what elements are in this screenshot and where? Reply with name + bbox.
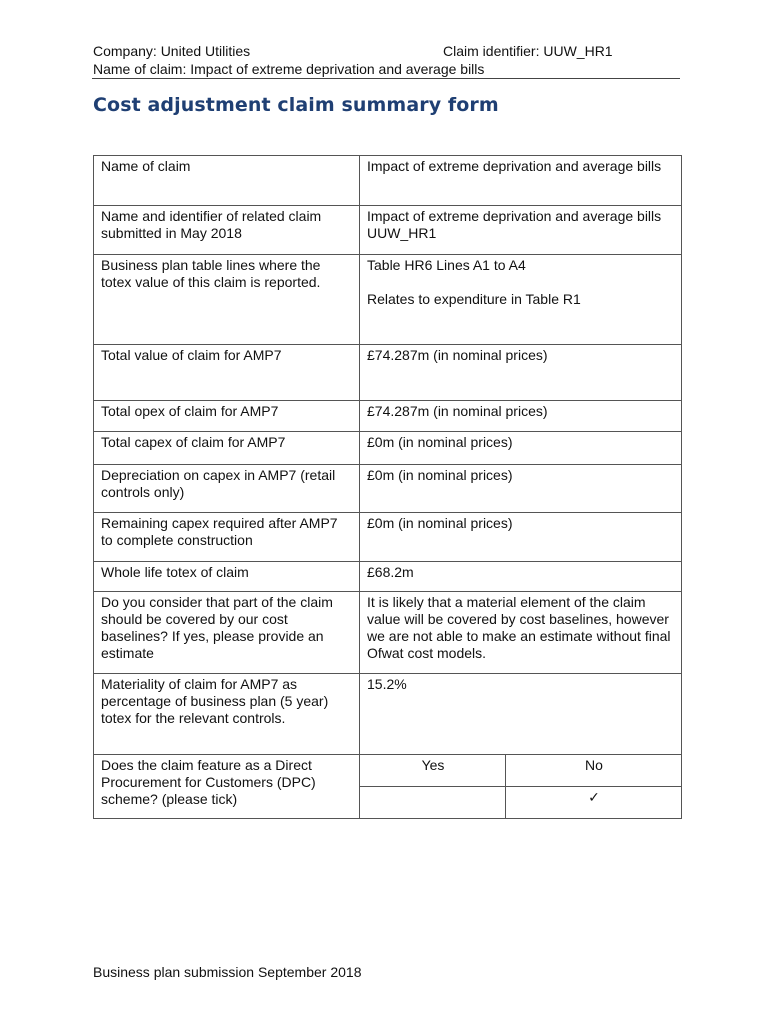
row-label: Whole life totex of claim: [94, 562, 360, 592]
table-row: [94, 255, 682, 345]
row-label: Business plan table lines where the totex value of this claim is reported.: [94, 255, 360, 345]
table-row: [94, 465, 682, 513]
row-label: Do you consider that part of the claim should be covered by our cost baselines? If yes, please provide an estimate: [94, 592, 360, 674]
row-value: £74.287m (in nominal prices): [360, 345, 682, 401]
row-value-cell: [360, 255, 682, 345]
header-claim-name: Name of claim: Impact of extreme deprivation and average bills: [93, 61, 485, 77]
row-value: Table HR6 Lines A1 to A4: [367, 257, 526, 273]
row-value: £68.2m: [360, 562, 682, 592]
row-label: Materiality of claim for AMP7 as percentage of business plan (5 year) totex for the relevant controls.: [94, 674, 360, 755]
row-value-note: Relates to expenditure in Table R1: [367, 291, 581, 307]
row-value: £0m (in nominal prices): [360, 513, 682, 562]
table-row: [94, 401, 682, 432]
row-value: £0m (in nominal prices): [360, 465, 682, 513]
dpc-row: [94, 755, 682, 787]
dpc-yes-header: Yes: [360, 755, 506, 787]
dpc-no-header: No: [506, 755, 682, 787]
row-label: Name and identifier of related claim submitted in May 2018: [94, 206, 360, 255]
table-row: [94, 345, 682, 401]
row-label: Total capex of claim for AMP7: [94, 432, 360, 465]
table-row: [94, 206, 682, 255]
row-value: Impact of extreme deprivation and average bills UUW_HR1: [360, 206, 682, 255]
dpc-yes-tick-cell[interactable]: [360, 787, 506, 819]
row-value: £74.287m (in nominal prices): [360, 401, 682, 432]
row-value: £0m (in nominal prices): [360, 432, 682, 465]
row-value: 15.2%: [360, 674, 682, 755]
table-row: [94, 432, 682, 465]
header-divider: [92, 78, 680, 79]
row-label: Total opex of claim for AMP7: [94, 401, 360, 432]
table-row: [94, 674, 682, 755]
claim-summary-table: [93, 155, 682, 819]
table-row: [94, 513, 682, 562]
row-value: It is likely that a material element of the claim value will be covered by cost baselines, however we are not able to make an estimate without final Ofwat cost models.: [360, 592, 682, 674]
row-label: Total value of claim for AMP7: [94, 345, 360, 401]
header-company: Company: United Utilities: [93, 43, 251, 59]
table-row: [94, 592, 682, 674]
page-footer: Business plan submission September 2018: [93, 964, 362, 980]
row-label: Name of claim: [94, 156, 360, 206]
table-row: [94, 156, 682, 206]
dpc-no-tick-cell[interactable]: ✓: [506, 787, 682, 819]
row-label: Depreciation on capex in AMP7 (retail controls only): [94, 465, 360, 513]
header-claim-identifier: Claim identifier: UUW_HR1: [443, 43, 613, 59]
page-title: Cost adjustment claim summary form: [93, 94, 499, 116]
dpc-question: Does the claim feature as a Direct Procurement for Customers (DPC) scheme? (please tick): [94, 755, 360, 819]
row-value: Impact of extreme deprivation and average bills: [360, 156, 682, 206]
row-label: Remaining capex required after AMP7 to complete construction: [94, 513, 360, 562]
table-row: [94, 562, 682, 592]
